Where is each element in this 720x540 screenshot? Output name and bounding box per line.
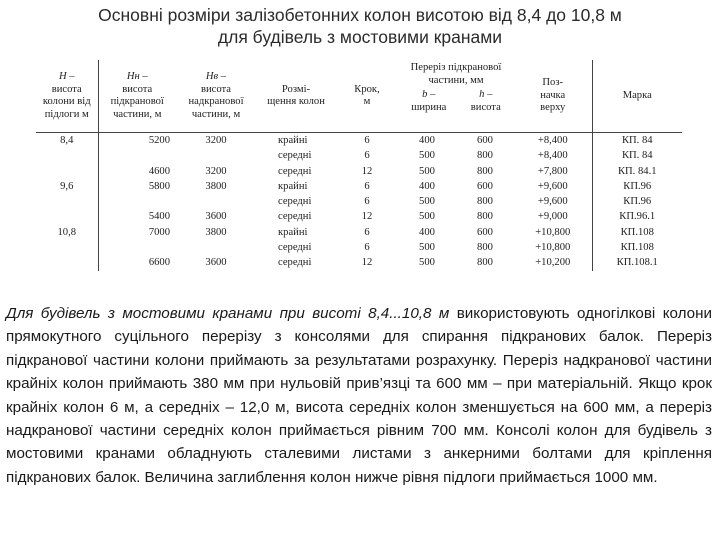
header-h-crane-part: Нн – висота підкранової частини, м (110, 71, 164, 120)
cell-width-b: 400 (419, 180, 435, 192)
cell-step: 12 (361, 257, 373, 269)
cell-height-above-crane: 3600 (205, 257, 227, 269)
cell-elevation: +10,800 (514, 225, 592, 240)
cell-height-above-crane (176, 148, 256, 163)
table-row (36, 133, 682, 149)
table-row (36, 255, 682, 270)
cell-width-b: 500 (419, 196, 435, 208)
paragraph-body: використовують одногілкові колони прямокутного суцільного перерізу з консолями для спирання підкранових балок. Переріз підкранової частини колони приймають за результатами розрахунку. Переріз надкранової частини крайніх колон приймають 380 мм при нульовій прив’язці та 600 мм – при матеріальній. Якщо крок крайніх колон 6 м, а середніх – 12,0 м, висота середніх колон зменшується на 600 мм, а переріз надкранової частини середніх колон приймається рівним 700 мм. Консолі колон для будівель з мостовими кранами обладнують сталевими листами з анкерними болтами для кріплення підкранових балок. Величина заглиблення колон нижче рівня підлоги приймається 1000 мм. (6, 305, 712, 486)
cell-width-b: 400 (419, 226, 435, 238)
header-width-b: b – ширина (411, 89, 447, 113)
cell-elevation: +8,400 (514, 148, 592, 163)
cell-height-total: 8,4 (36, 133, 98, 149)
cell-mark: КП. 84.1 (617, 165, 657, 177)
cell-height-h: 800 (477, 242, 493, 254)
cell-width-b: 400 (419, 135, 435, 146)
title-line-1: Основні розміри залізобетонних колон висотою від 8,4 до 10,8 м (98, 5, 622, 25)
cell-height-crane-part: 5400 (148, 211, 170, 223)
cell-step: 6 (364, 242, 370, 254)
cell-placement: крайні (278, 135, 308, 146)
cell-placement: середні (278, 150, 312, 162)
cell-step: 6 (364, 196, 370, 208)
paragraph-lead: Для будівель з мостовими кранами при висоті 8,4...10,8 м (6, 305, 450, 322)
title-line-2: для будівель з мостовими кранами (217, 27, 503, 47)
cell-height-h: 600 (477, 180, 493, 192)
cell-mark: КП.108 (620, 226, 654, 238)
cell-mark: КП.108.1 (616, 257, 658, 269)
cell-elevation: +10,200 (514, 255, 592, 270)
cell-height-crane-part: 5800 (148, 180, 170, 192)
table-row (36, 194, 682, 209)
cell-height-above-crane (176, 240, 256, 255)
cell-height-total (36, 255, 98, 270)
table-row (36, 179, 682, 194)
cell-height-above-crane (176, 194, 256, 209)
cell-height-h: 800 (477, 211, 493, 223)
cell-elevation: +9,600 (514, 179, 592, 194)
cell-height-crane-part (98, 240, 176, 255)
cell-placement: середні (278, 196, 312, 208)
cell-height-total (36, 148, 98, 163)
cell-elevation: +9,600 (514, 194, 592, 209)
header-h-total: Н – висота колони від підлоги м (36, 60, 98, 133)
cell-mark: КП.96.1 (619, 211, 656, 223)
cell-height-above-crane: 3800 (205, 226, 227, 238)
cell-placement: середні (278, 257, 312, 269)
cell-height-total: 9,6 (36, 179, 98, 194)
cell-mark: КП.96 (623, 196, 652, 208)
cell-height-h: 800 (477, 150, 493, 162)
cell-placement: середні (278, 211, 312, 223)
cell-elevation: +8,400 (514, 133, 592, 149)
description-paragraph (6, 302, 712, 489)
cell-elevation: +10,800 (514, 240, 592, 255)
cell-step: 6 (364, 180, 370, 192)
cell-height-total (36, 194, 98, 209)
cell-placement: крайні (278, 180, 308, 192)
cell-step: 12 (361, 165, 373, 177)
cell-height-crane-part (98, 194, 176, 209)
cell-height-total: 10,8 (36, 225, 98, 240)
cell-height-above-crane: 3200 (205, 165, 227, 177)
table-header-row (36, 60, 682, 133)
cell-height-h: 800 (477, 196, 493, 208)
cell-placement: середні (278, 165, 312, 177)
cell-height-h: 600 (477, 135, 493, 146)
cell-height-total (36, 240, 98, 255)
header-mark: Марка (622, 89, 652, 101)
cell-width-b: 500 (419, 211, 435, 223)
cell-elevation: +9,000 (514, 209, 592, 224)
cell-height-total (36, 209, 98, 224)
cell-height-above-crane: 3800 (205, 180, 227, 192)
cell-height-h: 800 (477, 257, 493, 269)
cell-width-b: 500 (419, 165, 435, 177)
cell-mark: КП. 84 (621, 135, 653, 146)
cell-height-total (36, 164, 98, 179)
cell-width-b: 500 (419, 257, 435, 269)
cell-height-crane-part: 7000 (148, 226, 170, 238)
cell-step: 6 (364, 226, 370, 238)
header-step: Крок, м (354, 83, 380, 107)
cell-width-b: 500 (419, 150, 435, 162)
cell-mark: КП. 84 (621, 150, 653, 162)
cell-placement: середні (278, 242, 312, 254)
cell-elevation: +7,800 (514, 164, 592, 179)
table-row (36, 240, 682, 255)
header-placement: Розмі- щення колон (267, 83, 325, 107)
cell-height-crane-part (98, 148, 176, 163)
cell-step: 6 (364, 135, 370, 146)
cell-placement: крайні (278, 226, 308, 238)
table-row (36, 209, 682, 224)
cell-height-above-crane: 3200 (205, 135, 227, 146)
cell-step: 6 (364, 150, 370, 162)
cell-step: 12 (361, 211, 373, 223)
cell-height-h: 800 (477, 165, 493, 177)
header-h-above-crane: Нв – висота надкранової частини, м (188, 71, 244, 120)
table-row (36, 225, 682, 240)
cell-width-b: 500 (419, 242, 435, 254)
header-elevation: Поз- начка верху (514, 60, 592, 133)
page-title (0, 4, 720, 48)
cell-height-h: 600 (477, 226, 493, 238)
cell-height-crane-part: 6600 (148, 257, 170, 269)
table-row (36, 164, 682, 179)
header-section: Переріз підкранової частини, мм b – ширина h – висота (410, 62, 502, 113)
cell-mark: КП.96 (623, 180, 652, 192)
column-dimensions-table (36, 60, 682, 271)
cell-mark: КП.108 (620, 242, 654, 254)
cell-height-crane-part: 4600 (148, 165, 170, 177)
header-height-h: h – висота (470, 89, 501, 113)
cell-height-crane-part: 5200 (148, 135, 170, 146)
table-row (36, 148, 682, 163)
cell-height-above-crane: 3600 (205, 211, 227, 223)
